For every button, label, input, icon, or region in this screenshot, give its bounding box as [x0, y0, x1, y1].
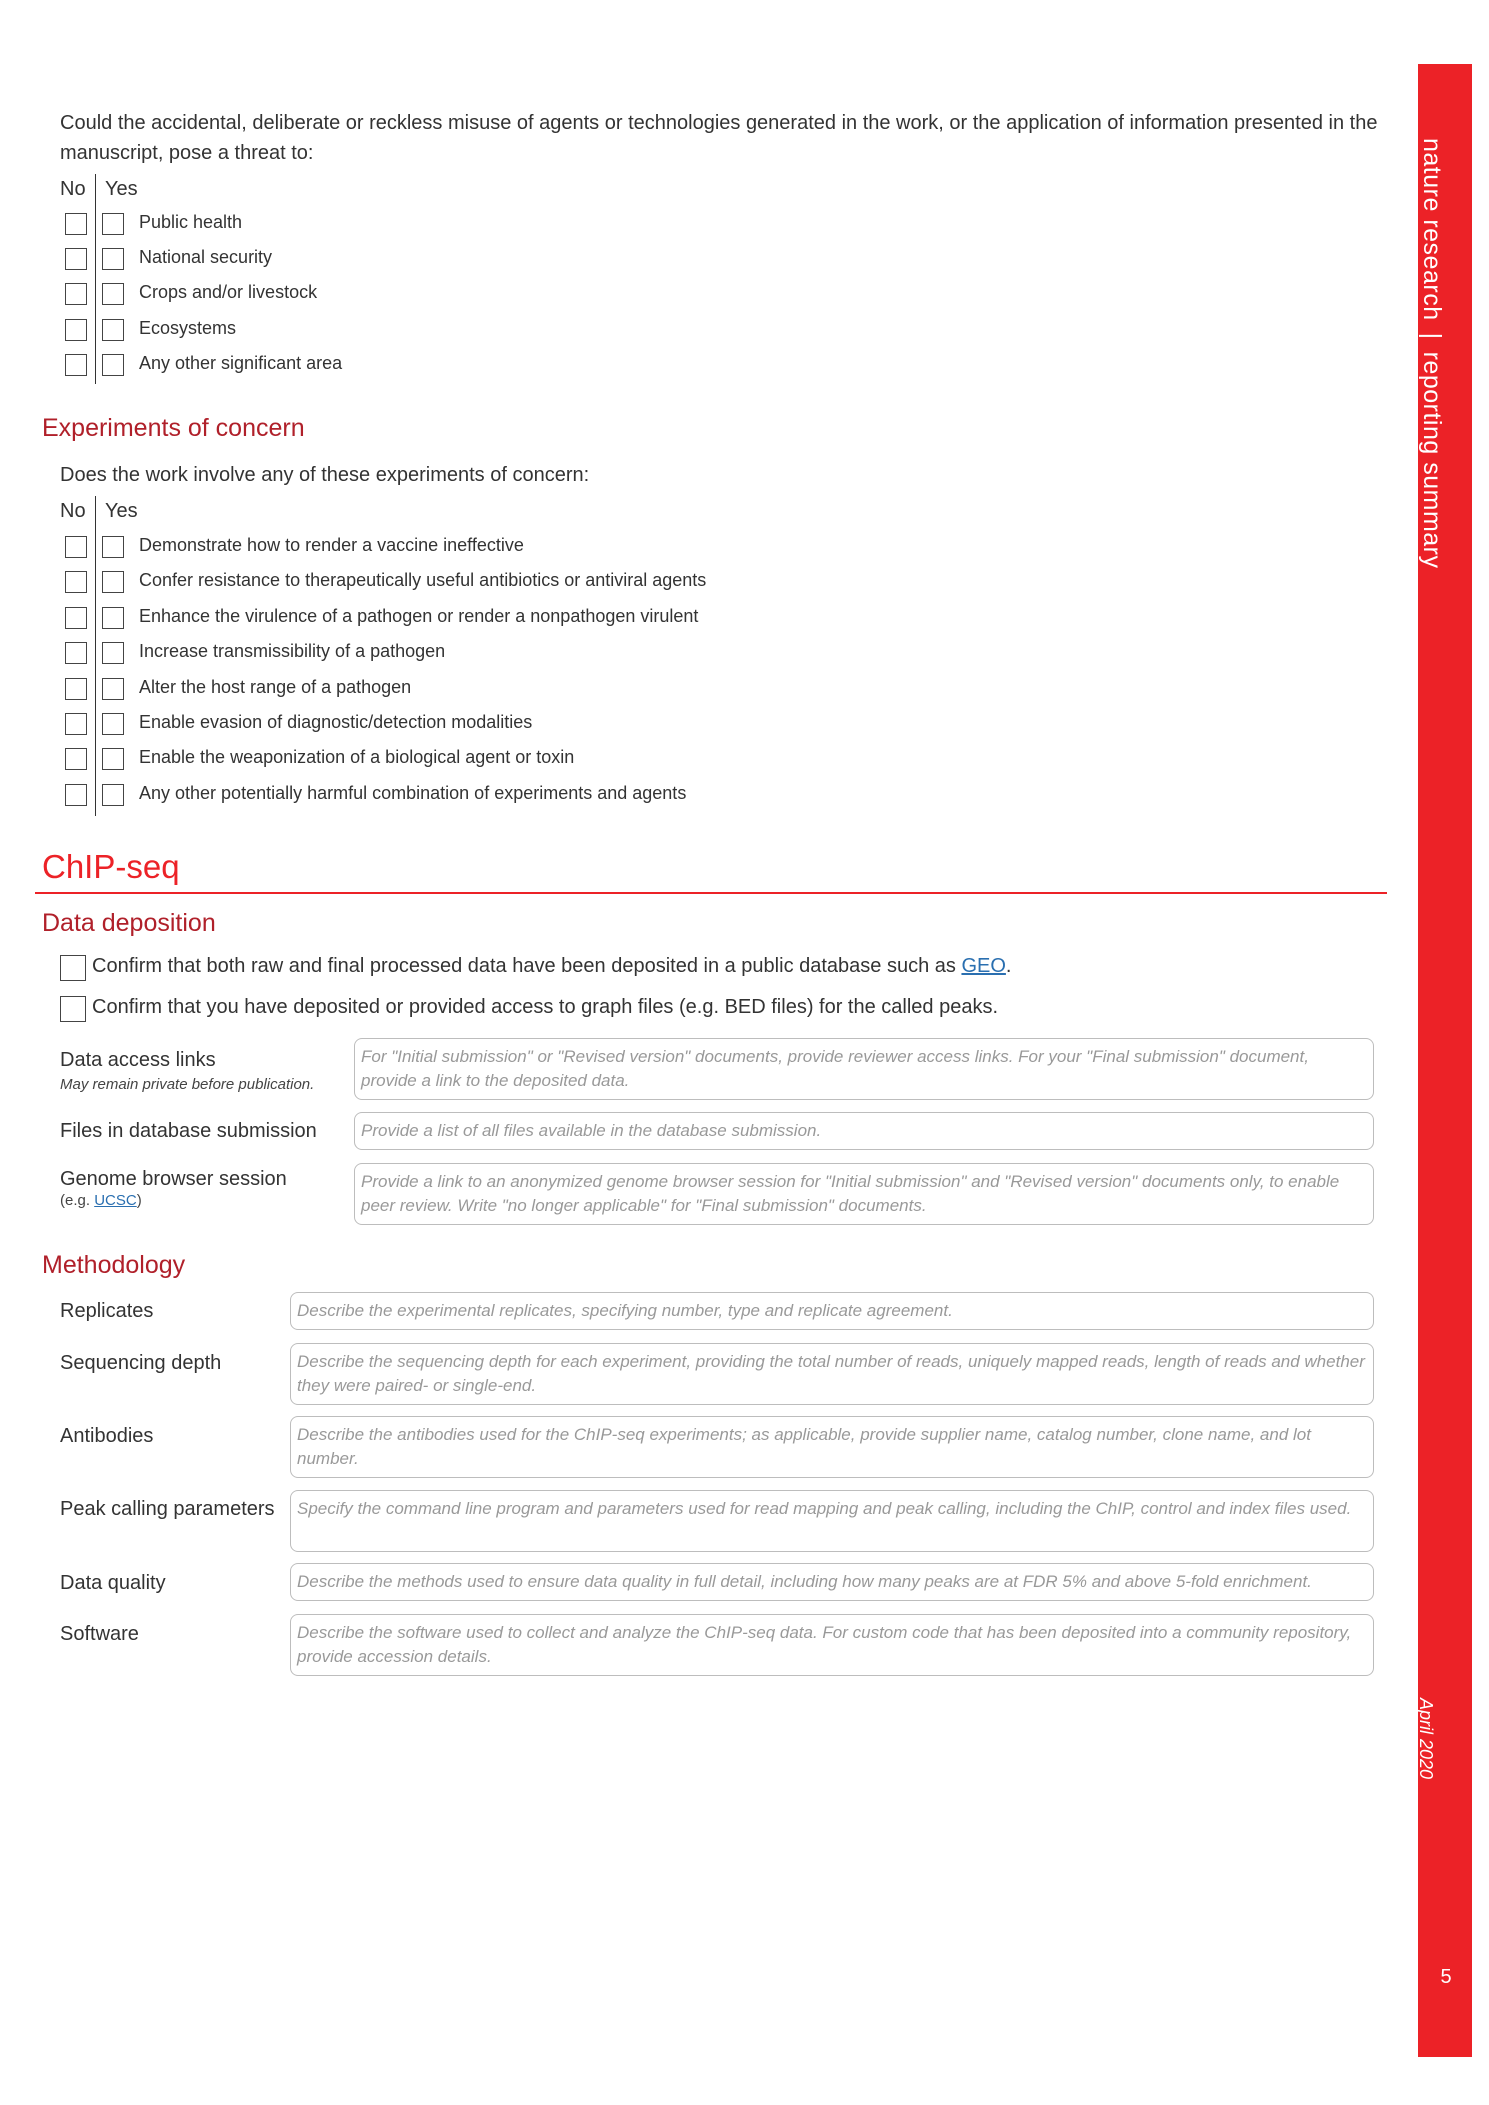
- no-checkbox[interactable]: [65, 248, 87, 270]
- yes-checkbox[interactable]: [102, 748, 124, 770]
- row-label: Confer resistance to therapeutically useful antibiotics or antiviral agents: [139, 570, 707, 590]
- sequencing-depth-field[interactable]: Describe the sequencing depth for each experiment, providing the total number of reads, uniquely mapped reads, length of reads and whether they were paired- or single-end.: [290, 1343, 1374, 1405]
- yes-label: Yes: [105, 500, 138, 522]
- yes-checkbox[interactable]: [102, 283, 124, 305]
- no-checkbox[interactable]: [65, 283, 87, 305]
- geo-link[interactable]: GEO: [961, 955, 1006, 977]
- brand-text: nature research: [1418, 138, 1446, 321]
- data-access-links-field[interactable]: For "Initial submission" or "Revised version" documents, provide reviewer access links. For your "Final submission" document, provide a link to the deposited data.: [354, 1038, 1374, 1100]
- sidebar-date: April 2020: [1416, 1698, 1436, 1780]
- row-label: Ecosystems: [139, 318, 237, 338]
- row-label: Public health: [139, 212, 243, 232]
- yes-checkbox[interactable]: [102, 213, 124, 235]
- data-access-links-label: Data access links: [60, 1049, 216, 1071]
- sequencing-depth-label: Sequencing depth: [60, 1352, 222, 1374]
- row-label: Demonstrate how to render a vaccine ineffective: [139, 535, 524, 555]
- confirm-raw-data-checkbox[interactable]: [60, 955, 86, 981]
- no-checkbox[interactable]: [65, 213, 87, 235]
- files-in-database-label: Files in database submission: [60, 1120, 317, 1142]
- row-label: National security: [139, 247, 273, 267]
- yes-label: Yes: [105, 178, 138, 200]
- row-label: Enable evasion of diagnostic/detection modalities: [139, 712, 533, 732]
- files-in-database-field[interactable]: Provide a list of all files available in the database submission.: [354, 1112, 1374, 1150]
- row-label: Increase transmissibility of a pathogen: [139, 641, 446, 661]
- brand-separator: |: [1418, 332, 1446, 340]
- row-label: Any other potentially harmful combination of experiments and agents: [139, 783, 687, 803]
- data-quality-field[interactable]: Describe the methods used to ensure data quality in full detail, including how many peaks are at FDR 5% and above 5-fold enrichment.: [290, 1563, 1374, 1601]
- row-label: Crops and/or livestock: [139, 282, 318, 302]
- confirm-graph-files-checkbox[interactable]: [60, 996, 86, 1022]
- replicates-field[interactable]: Describe the experimental replicates, specifying number, type and replicate agreement.: [290, 1292, 1374, 1330]
- sub-prefix: (e.g.: [60, 1192, 95, 1209]
- page-number: 5: [1440, 1966, 1452, 1988]
- no-checkbox[interactable]: [65, 642, 87, 664]
- yes-checkbox[interactable]: [102, 248, 124, 270]
- no-checkbox[interactable]: [65, 748, 87, 770]
- genome-browser-label: Genome browser session: [60, 1168, 287, 1190]
- section-rule: [35, 892, 1387, 894]
- no-yes-divider: [95, 496, 96, 816]
- yes-checkbox[interactable]: [102, 354, 124, 376]
- row-label: Any other significant area: [139, 353, 343, 373]
- software-label: Software: [60, 1623, 139, 1645]
- no-checkbox[interactable]: [65, 571, 87, 593]
- no-checkbox[interactable]: [65, 784, 87, 806]
- confirm-raw-data-text: [92, 955, 1011, 978]
- no-checkbox[interactable]: [65, 678, 87, 700]
- data-quality-label: Data quality: [60, 1572, 166, 1594]
- experiments-question: Does the work involve any of these experiments of concern:: [60, 464, 590, 486]
- antibodies-label: Antibodies: [60, 1425, 154, 1447]
- confirm-text: Confirm that both raw and final processed data have been deposited in a public database such as: [92, 955, 962, 977]
- no-label: No: [60, 500, 86, 522]
- row-label: Enable the weaponization of a biological agent or toxin: [139, 747, 575, 767]
- yes-checkbox[interactable]: [102, 784, 124, 806]
- yes-checkbox[interactable]: [102, 536, 124, 558]
- genome-browser-sublabel: [60, 1192, 142, 1209]
- yes-checkbox[interactable]: [102, 319, 124, 341]
- no-checkbox[interactable]: [65, 713, 87, 735]
- row-label: Alter the host range of a pathogen: [139, 677, 412, 697]
- replicates-label: Replicates: [60, 1300, 154, 1322]
- yes-checkbox[interactable]: [102, 607, 124, 629]
- no-yes-divider: [95, 174, 96, 384]
- genome-browser-field[interactable]: Provide a link to an anonymized genome browser session for "Initial submission" and "Revised version" documents only, to enable peer review. Write "no longer applicable" for "Final submission" documents.: [354, 1163, 1374, 1225]
- confirm-suffix: .: [1005, 955, 1012, 977]
- dual-use-question: Could the accidental, deliberate or reckless misuse of agents or technologies generated in the work, or the application of information presented in the manuscript, pose a threat to:: [60, 112, 1378, 164]
- no-checkbox[interactable]: [65, 354, 87, 376]
- row-label: Enhance the virulence of a pathogen or render a nonpathogen virulent: [139, 606, 699, 626]
- data-deposition-heading: Data deposition: [42, 909, 216, 937]
- methodology-heading: Methodology: [42, 1251, 186, 1279]
- peak-calling-label: Peak calling parameters: [60, 1498, 275, 1520]
- experiments-heading: Experiments of concern: [42, 414, 305, 442]
- section-title-chipseq: ChIP-seq: [42, 848, 180, 885]
- yes-checkbox[interactable]: [102, 678, 124, 700]
- software-field[interactable]: Describe the software used to collect and analyze the ChIP-seq data. For custom code that has been deposited into a community repository, provide accession details.: [290, 1614, 1374, 1676]
- yes-checkbox[interactable]: [102, 642, 124, 664]
- no-label: No: [60, 178, 86, 200]
- data-access-links-sublabel: May remain private before publication.: [60, 1076, 315, 1093]
- no-checkbox[interactable]: [65, 536, 87, 558]
- sub-suffix: ): [136, 1192, 142, 1209]
- no-checkbox[interactable]: [65, 607, 87, 629]
- confirm-graph-files-text: Confirm that you have deposited or provided access to graph files (e.g. BED files) for the called peaks.: [92, 996, 999, 1018]
- ucsc-link[interactable]: UCSC: [94, 1192, 137, 1209]
- yes-checkbox[interactable]: [102, 713, 124, 735]
- doc-title: reporting summary: [1418, 351, 1446, 569]
- antibodies-field[interactable]: Describe the antibodies used for the ChIP-seq experiments; as applicable, provide supplier name, catalog number, clone name, and lot number.: [290, 1416, 1374, 1478]
- no-checkbox[interactable]: [65, 319, 87, 341]
- yes-checkbox[interactable]: [102, 571, 124, 593]
- peak-calling-field[interactable]: Specify the command line program and parameters used for read mapping and peak calling, including the ChIP, control and index files used.: [290, 1490, 1374, 1552]
- sidebar-brand: [1417, 138, 1446, 569]
